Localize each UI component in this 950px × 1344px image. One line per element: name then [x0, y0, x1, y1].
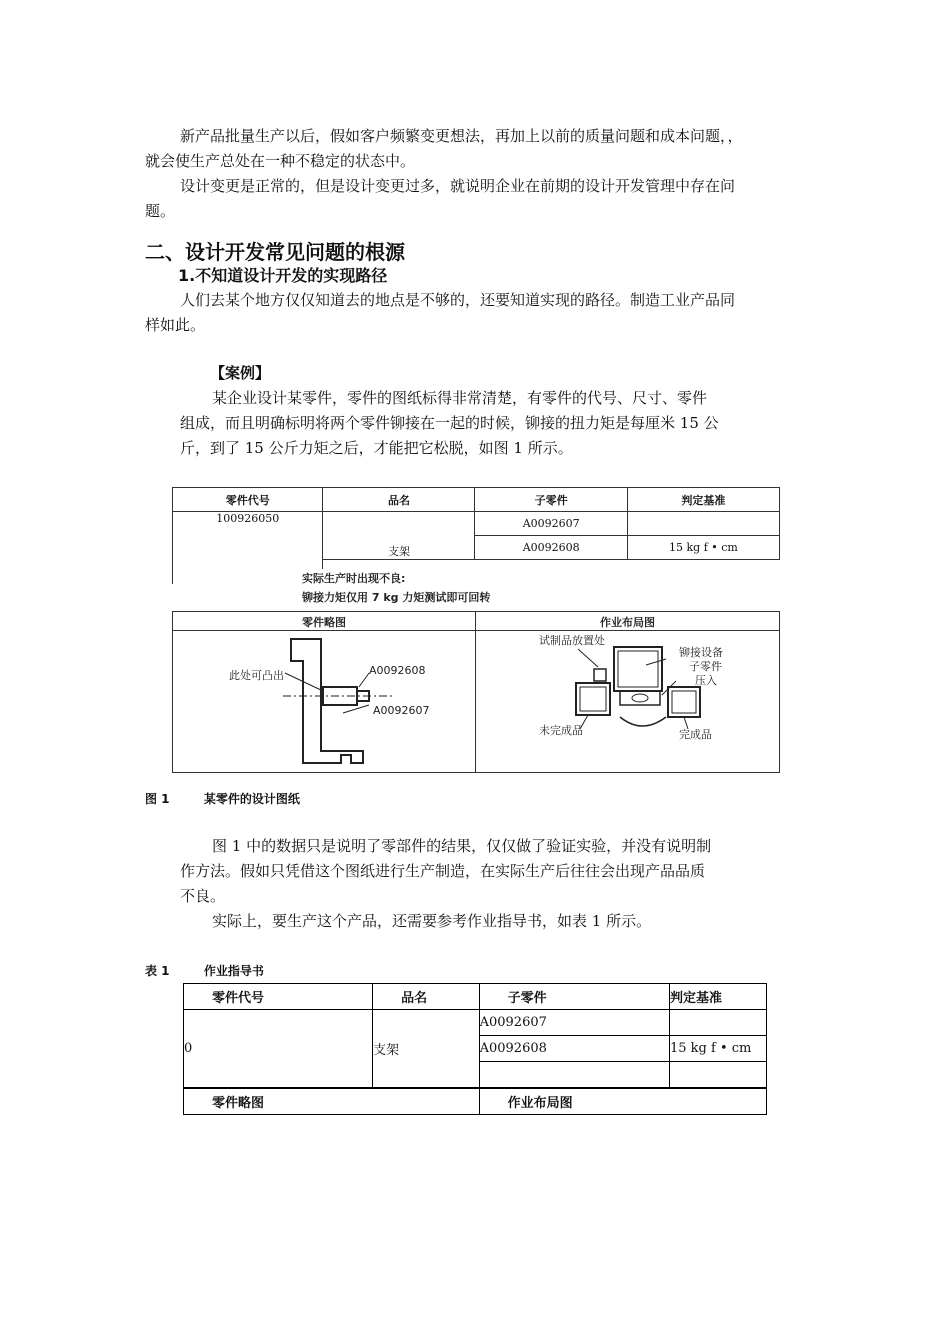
fig-header-name: 品名 [323, 488, 475, 512]
fig-cell-sub2: A0092608 [475, 536, 627, 560]
figure-caption-number: 图 1 [145, 792, 170, 806]
t1-cell-name: 支架 [373, 1010, 479, 1089]
layout-label-equipment: 铆接设备 [679, 646, 723, 659]
sketch-label-a0092607: A0092607 [373, 704, 430, 717]
paragraph-3-line-2: 样如此。 [145, 316, 206, 334]
case-line-1: 某企业设计某零件，零件的图纸标得非常清楚，有零件的代号、尺寸、零件 [212, 389, 708, 407]
t1-layout-title: 作业布局图 [479, 1088, 766, 1115]
t1-header-part-no: 零件代号 [184, 984, 373, 1010]
fig-cell-part-no: 100926050 [173, 512, 323, 585]
t1-sketch-title: 零件略图 [184, 1088, 480, 1115]
layout-label-sub1: 子零件 [689, 660, 722, 673]
t1-cell-sub1: A0092607 [479, 1010, 669, 1036]
t1-cell-sub2: A0092608 [479, 1036, 669, 1062]
part-sketch-drawing [173, 631, 475, 771]
paragraph-4-line-1: 图 1 中的数据只是说明了零部件的结果，仅仅做了验证实验，并没有说明制 [212, 837, 712, 855]
paragraph-3-line-1: 人们去某个地方仅仅知道去的地点是不够的，还要知道实现的路径。制造工业产品同 [180, 291, 736, 309]
layout-label-sub2: 压入 [695, 674, 717, 687]
section-subheading: 1.不知道设计开发的实现路径 [178, 266, 388, 285]
fig-cell-std: 15 kg f • cm [627, 536, 779, 560]
fig-header-part-no: 零件代号 [173, 488, 323, 512]
t1-cell-std-empty [670, 1010, 767, 1036]
work-layout-drawing [476, 631, 779, 771]
fig-lower-panels [172, 611, 780, 773]
fig-note-line-2: 铆接力矩仅用 7 kg 力矩测试即可回转 [302, 591, 491, 604]
case-label: 【案例】 [210, 364, 271, 382]
fig-header-std: 判定基准 [627, 488, 779, 512]
t1-cell-std: 15 kg f • cm [670, 1036, 767, 1062]
layout-label-unfinished: 未完成品 [539, 724, 583, 737]
fig-cell-sub1: A0092607 [475, 512, 627, 536]
t1-cell-sub3-empty [479, 1062, 669, 1089]
fig-sketch-title: 零件略图 [302, 616, 346, 629]
figure-caption-text: 某零件的设计图纸 [203, 792, 300, 806]
work-instruction-table [183, 983, 767, 1115]
paragraph-5: 实际上，要生产这个产品，还需要参考作业指导书，如表 1 所示。 [212, 912, 652, 930]
case-line-2: 组成，而且明确标明将两个零件铆接在一起的时候，铆接的扭力矩是每厘米 15 公 [180, 414, 719, 432]
layout-label-finished: 完成品 [679, 728, 712, 741]
section-heading: 二、设计开发常见问题的根源 [145, 240, 405, 264]
figure-1 [172, 487, 780, 773]
paragraph-1-line-1: 新产品批量生产以后，假如客户频繁变更想法，再加上以前的质量问题和成本问题，， [180, 127, 743, 145]
case-line-3: 斤，到了 15 公斤力矩之后，才能把它松脱，如图 1 所示。 [180, 439, 573, 457]
fig-cell-name: 支架 [323, 512, 475, 560]
t1-header-name: 品名 [373, 984, 479, 1010]
table-caption [145, 962, 264, 979]
paragraph-2-line-1: 设计变更是正常的，但是设计变更过多，就说明企业在前期的设计开发管理中存在问 [180, 177, 736, 195]
sketch-label-a0092608: A0092608 [369, 664, 426, 677]
t1-cell-part-no: 0 [184, 1010, 373, 1089]
figure-caption [145, 790, 300, 807]
t1-header-std: 判定基准 [670, 984, 767, 1010]
fig-note [302, 569, 502, 607]
table-caption-text: 作业指导书 [203, 964, 264, 978]
fig-header-sub: 子零件 [475, 488, 627, 512]
paragraph-1-line-2: 就会使生产总处在一种不稳定的状态中。 [145, 152, 416, 170]
layout-label-trial: 试制品放置处 [539, 634, 605, 647]
paragraph-4-line-3: 不良。 [180, 887, 226, 905]
paragraph-2-line-2: 题。 [145, 202, 176, 220]
fig-note-line-1: 实际生产时出现不良: [302, 572, 406, 585]
sketch-label-protrude: 此处可凸出 [229, 669, 284, 682]
fig-cell-std-empty [627, 512, 779, 536]
t1-cell-std3-empty [670, 1062, 767, 1089]
t1-header-sub: 子零件 [479, 984, 669, 1010]
paragraph-4-line-2: 作方法。假如只凭借这个图纸进行生产制造，在实际生产后往往会出现产品品质 [180, 862, 706, 880]
table-caption-number: 表 1 [145, 964, 170, 978]
fig-layout-title: 作业布局图 [600, 616, 655, 629]
